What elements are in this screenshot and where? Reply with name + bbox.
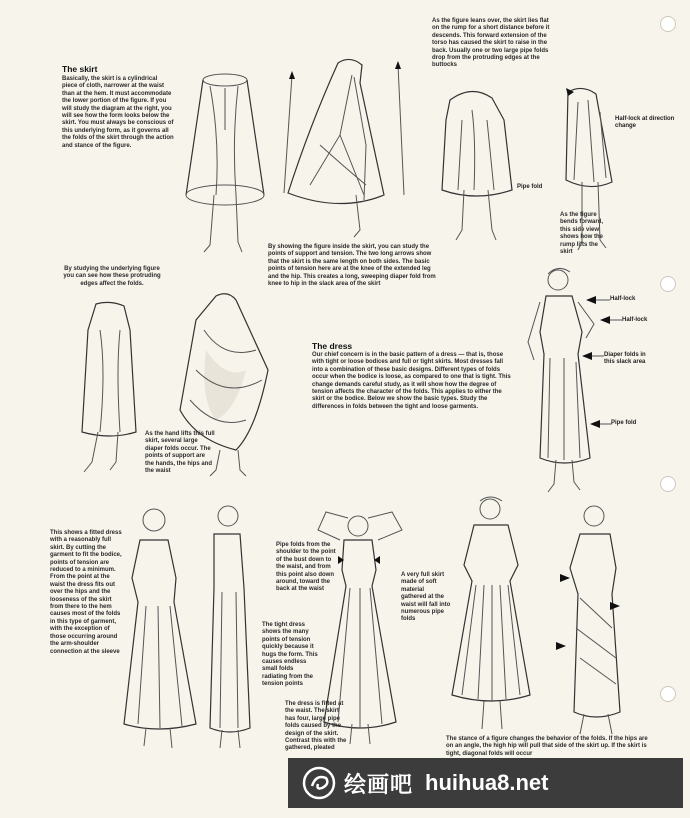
half-lock-direction-label: Half-lock at direction change: [615, 116, 675, 130]
tight-dress-caption: The tight dress shows the many points of tension quickly because it hugs the form. This causes endless small folds radiating from the tension points: [262, 622, 318, 688]
label-arrows-drawing: [560, 294, 620, 434]
fitted-waist-caption: The dress is fitted at the waist. The skirt has four, large pipe folds caused by the design of the skirt. Contrast this with the gathered, pleated: [285, 701, 347, 752]
binder-hole: [660, 16, 676, 32]
dress-intro: Our chief concern is in the basic pattern of a dress — that is, those with tight or loose bodices and full or tight skirts. Most dresses fall into a combination of these basic designs. Different types of folds occur when the bodice is loose, as compared to one that is tight. This change demands careful study, as it will show how the degree of tension affects the character of the folds. This applies to either the skirt or the bodice. Below we show the basic types. Study the differences in folds between the tight and loose garments.: [312, 352, 511, 410]
half-lock-label-2: Half-lock: [622, 317, 648, 323]
full-skirt-caption: A very full skirt made of soft material gathered at the waist will fall into numerous pipe folds: [401, 572, 451, 623]
bend-caption: As the figure bends forward, this side view shows how the rump lifts the skirt: [560, 212, 604, 256]
underlying-form-drawing: [70, 300, 150, 480]
fitted-dress-figures-drawing: [118, 498, 268, 758]
pipe-shoulder-caption: Pipe folds from the shoulder to the point of the bust down to the waist, and from this point also down around, toward the back at the waist: [276, 542, 336, 593]
arms-up-dress-drawing: [312, 508, 412, 758]
leaning-figure-drawing: [432, 80, 522, 250]
watermark-banner: [288, 758, 683, 808]
full-skirt-figure-drawing: [446, 495, 536, 750]
hand-lift-caption: As the hand lifts this full skirt, several large diaper folds occur. The points of support are the hands, the hips and the waist: [145, 431, 215, 475]
tight-dress-angled-drawing: [540, 498, 640, 738]
diaper-folds-label: Diaper folds in this slack area: [604, 352, 646, 366]
binder-hole: [660, 476, 676, 492]
underlying-caption: By studying the underlying figure you can see how these protruding edges affect the folds.: [63, 266, 161, 287]
pipe-fold-label: Pipe fold: [517, 184, 543, 190]
stance-caption: The stance of a figure changes the behavior of the folds. If the hips are on an angle, the high hip will pull that side of the skirt up. If the skirt is tight, diagonal folds will occur: [446, 736, 648, 757]
pipe-fold-label-dress: Pipe fold: [611, 420, 637, 426]
dress-heading: The dress: [312, 341, 353, 351]
half-lock-label-1: Half-lock: [610, 296, 636, 302]
binder-hole: [660, 686, 676, 702]
figure-inside-skirt-drawing: [280, 45, 410, 245]
side-view-bend-drawing: [560, 82, 620, 262]
lifting-skirt-drawing: [176, 290, 276, 480]
watermark-chinese-text: 绘画吧: [344, 772, 414, 798]
inside-figure-caption: By showing the figure inside the skirt, you can study the points of support and tension. The two long arrows show that the skirt is the same length on both sides. The basic points of tension here are at the knee of the extended leg and the hip. This creates a long, sweeping diaper fold from knee to hip in the slack area of the skirt: [268, 244, 436, 288]
fitted-dress-caption: This shows a fitted dress with a reasonably full skirt. By cutting the garment to fit the bodice, points of tension are reduced to a minimum. From the point at the waist the dress fits out over the hips and the looseness of the skirt from there to the hem causes most of the folds in this type of garment, with the exception of those occurring around the arm-shoulder connection at the sleeve: [50, 530, 122, 655]
watermark-site-url[interactable]: huihua8.net: [425, 770, 549, 795]
cylinder-skirt-drawing: [180, 70, 270, 260]
swirl-logo-icon: [302, 766, 336, 800]
binder-hole: [660, 276, 676, 292]
skirt-intro: Basically, the skirt is a cylindrical piece of cloth, narrower at the waist than at the hem. It must accommodate the lower portion of the figure. If you will study the diagram at the right, you will see how the form looks below the skirt. You must always be conscious of this underlying form, as it governs all the folds of the skirt through the action and stance of the figure.: [62, 76, 174, 149]
lean-caption: As the figure leans over, the skirt lies flat on the rump for a short distance before it descends. This forward extension of the torso has caused the skirt to raise in the back. Usually one or two large pipe folds drop from the protruding edges at the buttocks: [432, 18, 550, 69]
skirt-heading: The skirt: [62, 64, 98, 74]
